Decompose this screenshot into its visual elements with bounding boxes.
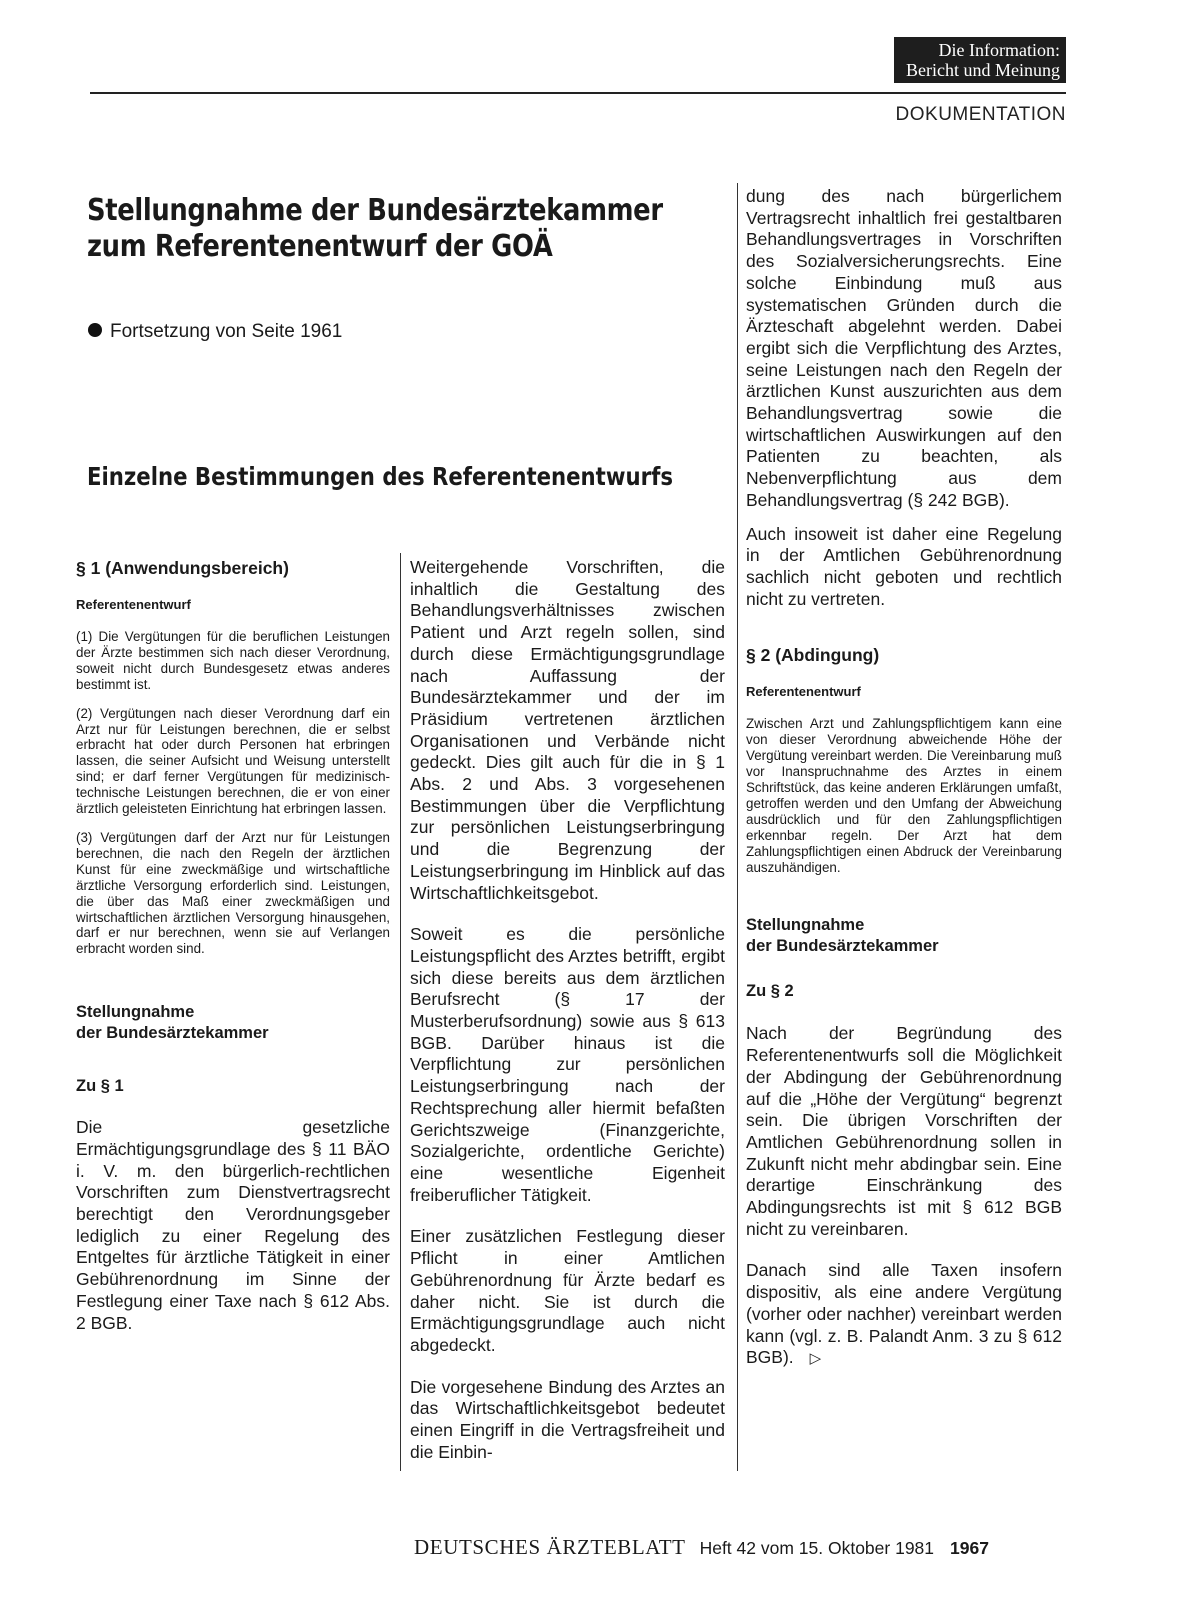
body-paragraph: Nach der Begründung des Referentenentwurfs soll die Möglichkeit der Abdingung der Gebührenordnung auf die „Höhe der Vergütung“ begrenzt sein. Die übrigen Vorschriften der Amtlichen Gebührenordnung sollen in Zukunft nicht mehr abdingbar sein. Eine derartige Einschränkung des Abdingungsrechts ist mit § 612 BGB nicht zu vereinbaren. xyxy=(746,1023,1062,1239)
paragraph-heading: § 1 (Anwendungsbereich) xyxy=(76,558,289,578)
column-divider-1 xyxy=(400,553,401,1471)
page-footer xyxy=(414,1536,989,1559)
ref-paragraph-3: (3) Vergütungen darf der Arzt nur für Leistungen berechnen, die nach den Regeln der ärztlichen Kunst für eine zweckmäßige und wirtschaftliche ärztliche Versorgung erforderlich sind. Leistungen, die über das Maß einer zweckmäßigen und wirtschaftlichen ärztlichen Versorgung hinausgehen, darf er nur berechnen, wenn sie auf Verlangen erbracht worden sind. xyxy=(76,829,390,957)
body-paragraph: Auch insoweit ist daher eine Regelung in der Amtlichen Gebührenordnung sachlich nicht geboten und rechtlich nicht zu vertreten. xyxy=(746,523,1062,609)
section-label: DOKUMENTATION xyxy=(895,104,1066,125)
statement-line-1: Stellungnahme xyxy=(746,916,865,935)
column-3 xyxy=(746,186,1062,1370)
body-paragraph: Weitergehende Vorschriften, die inhaltlich die Gestaltung des Behandlungsverhältnisses zwischen Patient und Arzt regeln sollen, sind durch diese Ermächtigungsgrundlage nach Auffassung der Bundesärztekammer und der im Präsidium vertretenen ärztlichen Organisationen und Verbände nicht gedeckt. Dies gilt auch für die in § 1 Abs. 2 und Abs. 3 vorgesehenen Bestimmungen über die Verpflichtung zur persönlichen Leistungserbringung und die Begrenzung der Leistungserbringung im Hinblick auf das Wirtschaftlichkeitsgebot. xyxy=(410,557,725,903)
continuation-note xyxy=(88,320,342,344)
body-paragraph: Die gesetzliche Ermächtigungsgrundlage des § 11 BÄO i. V. m. den bürgerlich-rechtlichen Vorschriften zum Dienstvertragsrecht berechtigt den Verordnungsgeber lediglich zu einer Regelung des Entgeltes für ärztliche Tätigkeit in einer Gebührenordnung im Sinne der Festlegung einer Taxe nach § 612 Abs. 2 BGB. xyxy=(76,1117,390,1333)
bullet-icon xyxy=(88,323,102,337)
statement-line-1: Stellungnahme xyxy=(76,1003,195,1022)
issue-info: Heft 42 vom 15. Oktober 1981 xyxy=(699,1538,935,1558)
section-badge xyxy=(894,37,1066,83)
continue-arrow-icon: ▷ xyxy=(809,1350,822,1368)
page-number: 1967 xyxy=(950,1538,989,1558)
zu-heading: Zu § 1 xyxy=(76,1077,124,1096)
column-divider-2 xyxy=(737,183,738,1471)
statement-line-2: der Bundesärztekammer xyxy=(746,937,939,956)
section-subtitle: Einzelne Bestimmungen des Referentenentwurfs xyxy=(87,462,673,491)
badge-line-1: Die Information: xyxy=(938,40,1060,60)
ref-label: Referentenentwurf xyxy=(76,597,191,612)
continuation-text: Fortsetzung von Seite 1961 xyxy=(110,321,343,342)
body-paragraph: Die vorgesehene Bindung des Arztes an das Wirtschaftlichkeitsgebot bedeutet einen Eingriff in die Vertragsfreiheit und die Einbin- xyxy=(410,1376,725,1462)
article-title xyxy=(87,193,663,265)
ref-label: Referentenentwurf xyxy=(746,684,861,700)
column-2 xyxy=(410,557,725,1463)
zu-heading: Zu § 2 xyxy=(746,982,794,1001)
ref-paragraph-1: (1) Die Vergütungen für die beruflichen Leistungen der Ärzte bestimmen sich nach dieser Verordnung, soweit nicht durch Bundesgesetz etwas anderes bestimmt ist. xyxy=(76,629,390,692)
body-paragraph xyxy=(746,1260,1062,1370)
body-paragraph: Einer zusätzlichen Festlegung dieser Pflicht in einer Amtlichen Gebührenordnung für Ärzte bedarf es daher nicht. Sie ist durch die Ermächtigungsgrundlage auch nicht abgedeckt. xyxy=(410,1226,725,1355)
title-line-1: Stellungnahme der Bundesärztekammer xyxy=(87,193,663,228)
badge-line-2: Bericht und Meinung xyxy=(906,60,1060,80)
ref-paragraph-1: Zwischen Arzt und Zahlungspflichtigem kann eine von dieser Verordnung abweichende Höhe der Vergütung vereinbart werden. Die Vereinbarung muß vor Inanspruchnahme des Arztes in einem Schriftstück, das keine anderen Erklärungen umfaßt, getroffen werden und den Umfang der Abweichung ausdrücklich und für den Zahlungspflichtigen erkennbar regeln. Der Arzt hat dem Zahlungspflichtigen einen Abdruck der Vereinbarung auszuhändigen. xyxy=(746,716,1062,875)
column-1 xyxy=(76,557,390,1334)
magazine-name: DEUTSCHES ÄRZTEBLATT xyxy=(414,1535,686,1559)
title-line-2: zum Referentenentwurf der GOÄ xyxy=(87,229,553,264)
paragraph-heading: § 2 (Abdingung) xyxy=(746,645,880,666)
body-paragraph: Soweit es die persönliche Leistungspflicht des Arztes betrifft, ergibt sich diese bereits aus dem ärztlichen Berufsrecht (§ 17 der Musterberufsordnung) sowie aus § 613 BGB. Darüber hinaus ist die Verpflichtung zur persönlichen Leistungserbringung nach der Rechtsprechung aller hiermit befaßten Gerichtszweige (Finanzgerichte, Sozialgerichte, ordentliche Gerichte) eine wesentliche Eigenheit freiberuflicher Tätigkeit. xyxy=(410,924,725,1205)
ref-paragraph-2: (2) Vergütungen nach dieser Verordnung darf ein Arzt nur für Leistungen berechnen, die er selbst erbracht hat oder durch Personen hat erbringen lassen, die seiner Aufsicht und Weisung unterstellt sind; er darf ferner Vergütungen für medizinisch-technische Leistungen berechnen, die er von einer ärztlich geleisteten Einrichtung hat erbringen lassen. xyxy=(76,705,390,817)
statement-heading xyxy=(746,915,1062,957)
body-paragraph: dung des nach bürgerlichem Vertragsrecht inhaltlich frei gestaltbaren Behandlungsvertrages in Vorschriften des Sozialversicherungsrechts. Eine solche Einbindung muß aus systematischen Gründen durch die Ärzteschaft abgelehnt werden. Dabei ergibt sich die Verpflichtung des Arztes, seine Leistungen nach den Regeln der ärztlichen Kunst auszurichten aus dem Behandlungsvertrag sowie die wirtschaftlichen Auswirkungen auf den Patienten zu beachten, als Nebenverpflichtung aus dem Behandlungsvertrag (§ 242 BGB). xyxy=(746,186,1062,510)
statement-line-2: der Bundesärztekammer xyxy=(76,1024,269,1043)
header-rule xyxy=(90,92,1066,94)
body-paragraph-text: Danach sind alle Taxen insofern dispositiv, als eine andere Vergütung (vorher oder nachher) vereinbart werden kann (vgl. z. B. Palandt Anm. 3 zu § 612 BGB). xyxy=(746,1260,1062,1368)
statement-heading xyxy=(76,1002,390,1044)
